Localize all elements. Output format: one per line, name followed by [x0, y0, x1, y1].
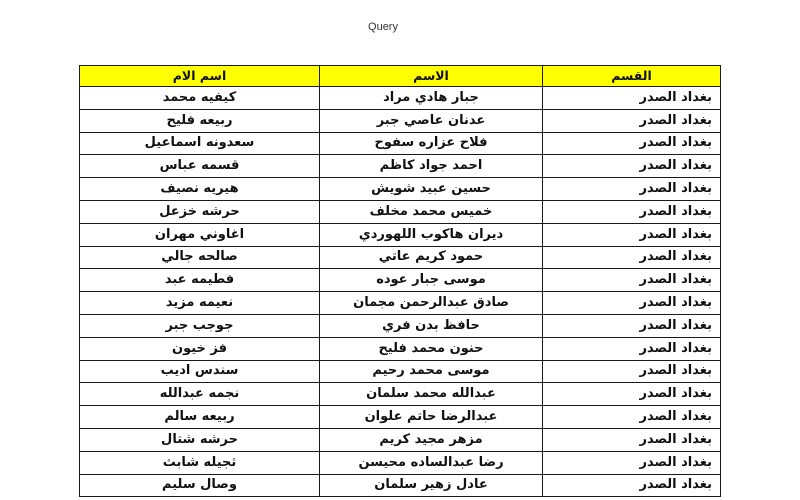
- table-row: [80, 451, 721, 474]
- mother-name-cell: فز خيون: [80, 337, 320, 360]
- table-row: [80, 155, 721, 178]
- table-row: [80, 314, 721, 337]
- table-row: [80, 269, 721, 292]
- department-cell: بغداد الصدر: [543, 428, 721, 451]
- department-cell: بغداد الصدر: [543, 200, 721, 223]
- name-cell: موسى محمد رحيم: [320, 360, 543, 383]
- department-cell: بغداد الصدر: [543, 474, 721, 497]
- table-row: [80, 337, 721, 360]
- mother-name-cell: ربيعه سالم: [80, 406, 320, 429]
- name-cell: حافظ بدن فري: [320, 314, 543, 337]
- department-cell: بغداد الصدر: [543, 314, 721, 337]
- department-cell: بغداد الصدر: [543, 109, 721, 132]
- name-cell: جبار هادي مراد: [320, 87, 543, 110]
- records-table: [79, 65, 721, 497]
- table-row: [80, 428, 721, 451]
- department-cell: بغداد الصدر: [543, 246, 721, 269]
- name-cell: حسين عبيد شويش: [320, 178, 543, 201]
- name-cell: عدنان عاصي جبر: [320, 109, 543, 132]
- department-cell: بغداد الصدر: [543, 406, 721, 429]
- department-cell: بغداد الصدر: [543, 269, 721, 292]
- department-cell: بغداد الصدر: [543, 383, 721, 406]
- department-cell: بغداد الصدر: [543, 360, 721, 383]
- name-cell: حنون محمد فليح: [320, 337, 543, 360]
- table-row: [80, 200, 721, 223]
- department-cell: بغداد الصدر: [543, 292, 721, 315]
- mother-name-cell: حرشه شتال: [80, 428, 320, 451]
- mother-name-cell: نجمه عبدالله: [80, 383, 320, 406]
- table-row: [80, 87, 721, 110]
- mother-name-cell: حرشه خزعل: [80, 200, 320, 223]
- column-header-department: القسم: [543, 66, 721, 87]
- mother-name-cell: جوجب جبر: [80, 314, 320, 337]
- name-cell: مزهر مجيد كريم: [320, 428, 543, 451]
- mother-name-cell: نعيمه مزيد: [80, 292, 320, 315]
- mother-name-cell: صالحه جالي: [80, 246, 320, 269]
- table-row: [80, 292, 721, 315]
- department-cell: بغداد الصدر: [543, 451, 721, 474]
- table-row: [80, 383, 721, 406]
- name-cell: عبدالله محمد سلمان: [320, 383, 543, 406]
- page-title: Query: [368, 21, 398, 33]
- table-row: [80, 132, 721, 155]
- table-row: [80, 223, 721, 246]
- department-cell: بغداد الصدر: [543, 132, 721, 155]
- name-cell: احمد جواد كاظم: [320, 155, 543, 178]
- name-cell: حمود كريم عاتي: [320, 246, 543, 269]
- mother-name-cell: اغاوني مهران: [80, 223, 320, 246]
- mother-name-cell: سعدونه اسماعيل: [80, 132, 320, 155]
- table-row: [80, 360, 721, 383]
- department-cell: بغداد الصدر: [543, 155, 721, 178]
- table-row: [80, 178, 721, 201]
- name-cell: عبدالرضا حاتم علوان: [320, 406, 543, 429]
- table-row: [80, 109, 721, 132]
- mother-name-cell: سندس اديب: [80, 360, 320, 383]
- table-row: [80, 246, 721, 269]
- column-header-mother-name: اسم الام: [80, 66, 320, 87]
- name-cell: صادق عبدالرحمن مجمان: [320, 292, 543, 315]
- table-header-row: [80, 66, 721, 87]
- mother-name-cell: هيريه نصيف: [80, 178, 320, 201]
- name-cell: رضا عبدالساده محيسن: [320, 451, 543, 474]
- table-body: [80, 87, 721, 497]
- name-cell: ديران هاكوب اللهوردي: [320, 223, 543, 246]
- mother-name-cell: فطيمه عبد: [80, 269, 320, 292]
- mother-name-cell: ربيعه فليح: [80, 109, 320, 132]
- name-cell: عادل زهير سلمان: [320, 474, 543, 497]
- name-cell: خميس محمد مخلف: [320, 200, 543, 223]
- mother-name-cell: وصال سليم: [80, 474, 320, 497]
- table-row: [80, 406, 721, 429]
- department-cell: بغداد الصدر: [543, 223, 721, 246]
- department-cell: بغداد الصدر: [543, 337, 721, 360]
- mother-name-cell: كيفيه محمد: [80, 87, 320, 110]
- mother-name-cell: ثجيله شابث: [80, 451, 320, 474]
- mother-name-cell: قسمه عباس: [80, 155, 320, 178]
- table-row: [80, 474, 721, 497]
- column-header-name: الاسم: [320, 66, 543, 87]
- name-cell: فلاح عزاره سفوح: [320, 132, 543, 155]
- name-cell: موسى جبار عوده: [320, 269, 543, 292]
- department-cell: بغداد الصدر: [543, 87, 721, 110]
- department-cell: بغداد الصدر: [543, 178, 721, 201]
